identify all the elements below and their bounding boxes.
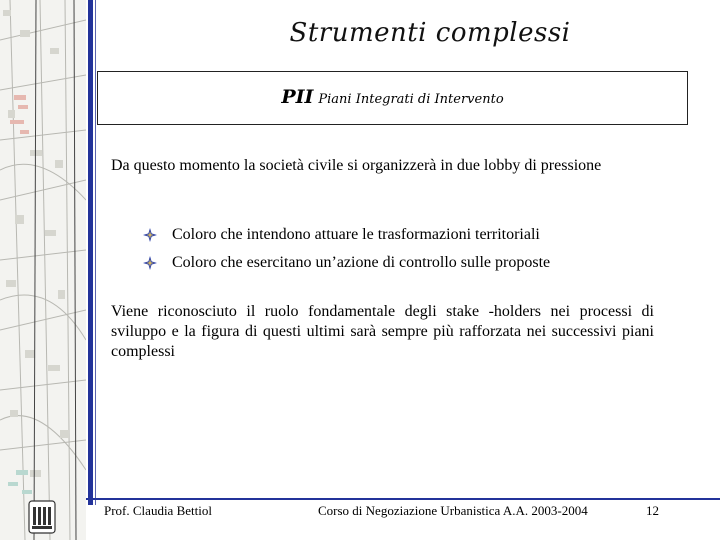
footer-rule (86, 498, 720, 500)
subtitle-full: Piani Integrati di Intervento (318, 92, 504, 107)
vertical-divider (88, 0, 93, 505)
list-item (143, 253, 663, 273)
bullet-list (143, 225, 663, 281)
subtitle-box (97, 71, 688, 125)
list-item (143, 225, 663, 245)
paragraph-stakeholders: Viene riconosciuto il ruolo fondamentale degli stake -holders nei processi di sviluppo e la figura di questi ultimi sarà sempre più rafforzata nei successivi piani complessi (111, 303, 654, 360)
subtitle (98, 86, 687, 108)
page-number: 12 (646, 503, 659, 518)
bullet-text: Coloro che esercitano un’azione di controllo sulle proposte (172, 254, 551, 271)
map-background-icon (0, 0, 86, 540)
star-bullet-icon (143, 256, 157, 270)
university-logo-icon (28, 500, 56, 534)
bullet-text: Coloro che intendono attuare le trasformazioni territoriali (172, 226, 540, 243)
footer-course: Corso di Negoziazione Urbanistica A.A. 2003-2004 (318, 503, 588, 518)
star-bullet-icon (143, 228, 157, 242)
paragraph-intro: Da questo momento la società civile si organizzerà in due lobby di pressione (111, 157, 602, 174)
subtitle-acronym: PII (281, 86, 314, 108)
vertical-divider-thin (95, 0, 96, 505)
slide-title: Strumenti complessi (289, 18, 571, 48)
footer-author: Prof. Claudia Bettiol (104, 503, 212, 518)
